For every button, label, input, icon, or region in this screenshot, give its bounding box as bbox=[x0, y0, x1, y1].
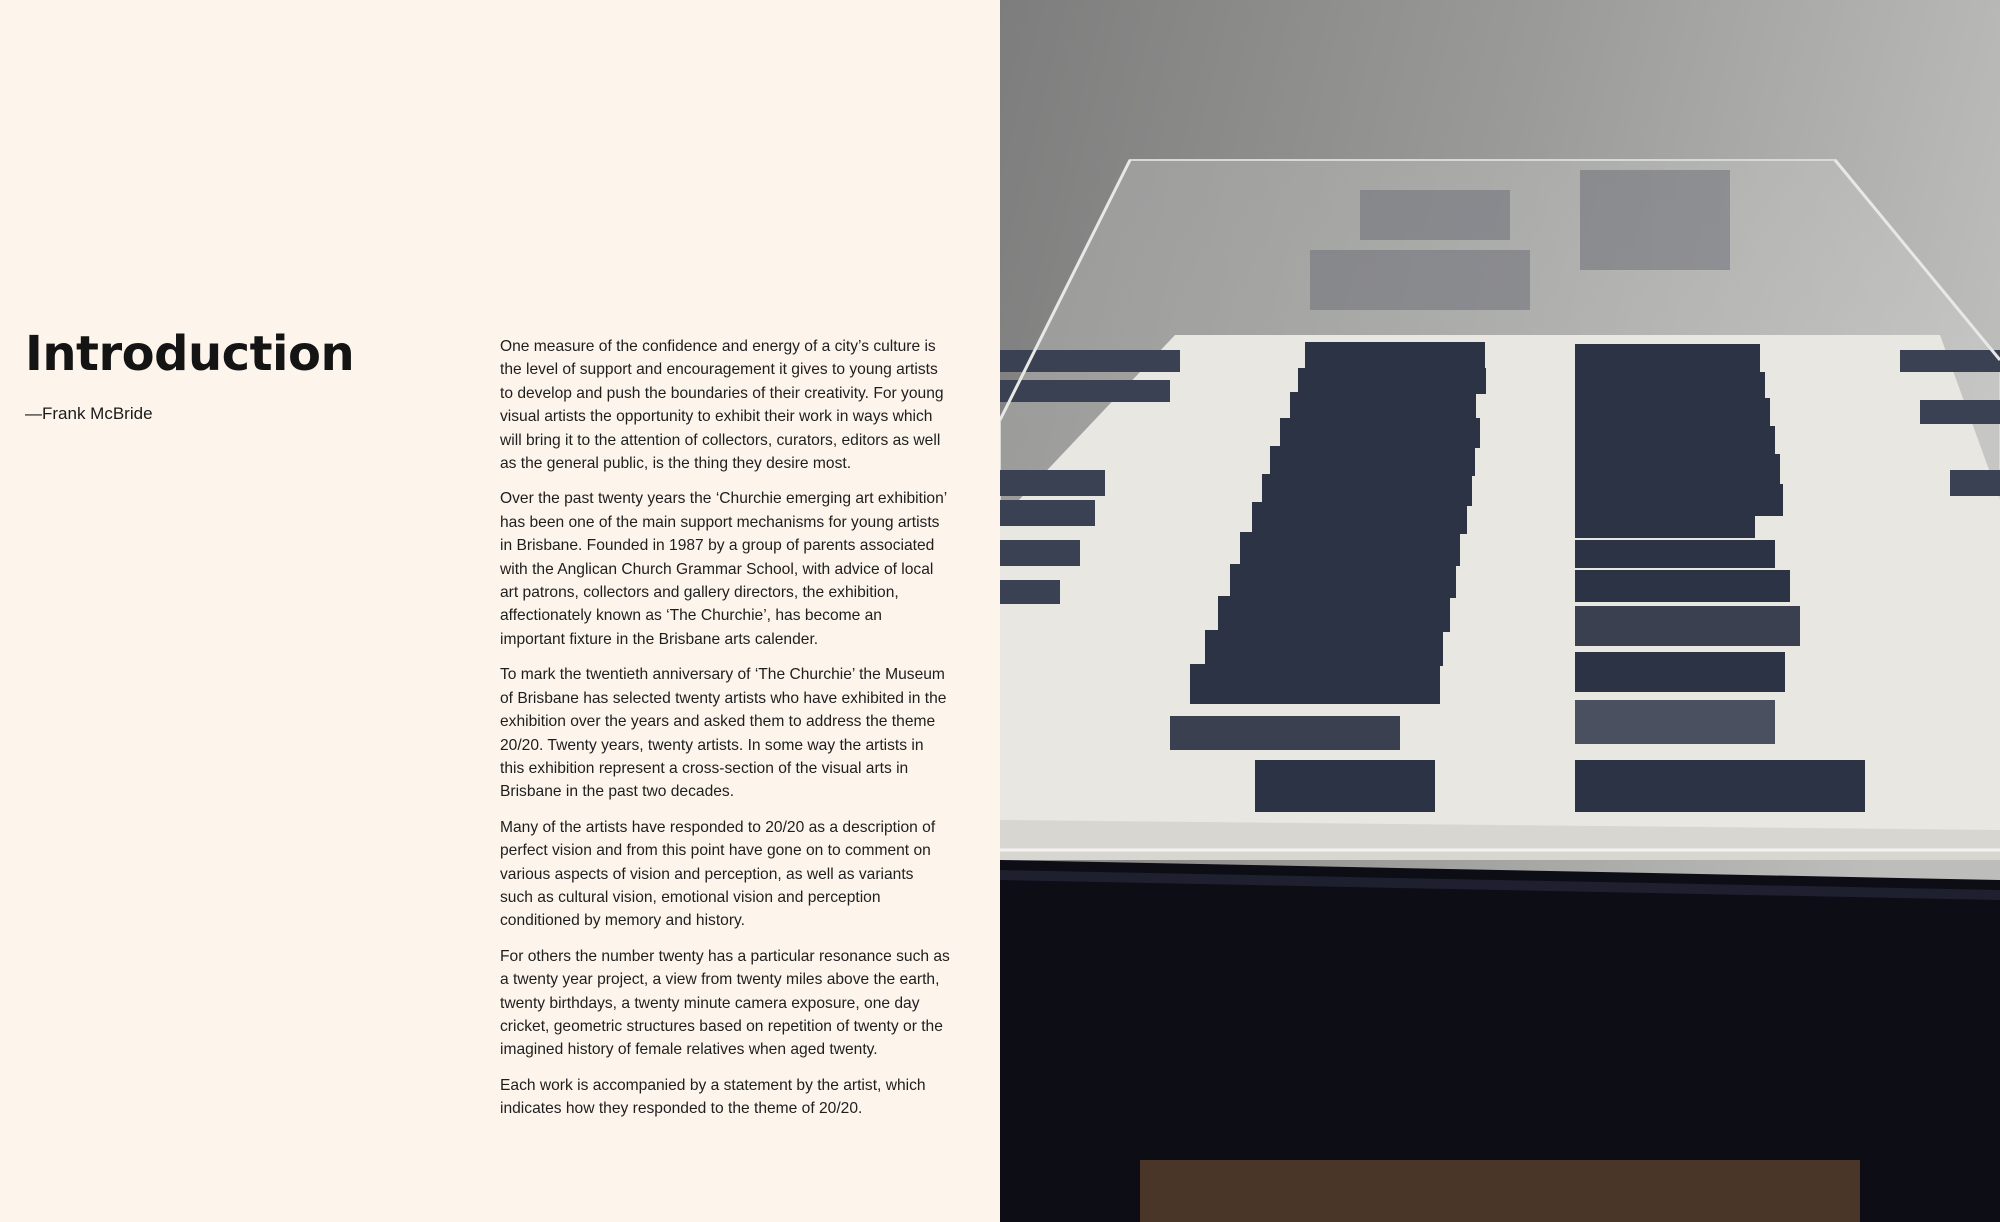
page-title: Introduction bbox=[25, 326, 355, 382]
display-case-image bbox=[1000, 0, 2000, 1222]
paragraph: For others the number twenty has a particular resonance such as a twenty year project, a view from twenty miles above the earth, twenty birthdays, a twenty minute camera exposure, one day cricket, geometric structures based on repetition of twenty or the imagined history of female relatives when aged twenty. bbox=[500, 947, 950, 1059]
paragraph: Over the past twenty years the ‘Churchie emerging art exhibition’ has been one of the main support mechanisms for young artists in Brisbane. Founded in 1987 by a group of parents associated with the Anglican Church Grammar School, with advice of local art patrons, collectors and gallery directors, the exhibition, affectionately known as ‘The Churchie’, has become an important fixture in the Brisbane arts calender. bbox=[500, 490, 947, 648]
paragraph: One measure of the confidence and energy of a city’s culture is the level of support and encouragement it gives to young artists to develop and push the boundaries of their creativity. For young visual artists the opportunity to exhibit their work in ways which will bring it to the attention of collectors, curators, editors as well as the general public, is the thing they desire most. bbox=[500, 338, 944, 473]
floor-under-cabinet bbox=[1140, 1160, 1860, 1222]
paragraph: To mark the twentieth anniversary of ‘The Churchie’ the Museum of Brisbane has selected twenty artists who have exhibited in the exhibition over the years and asked them to address the theme 20/20. Twenty years, twenty artists. In some way the artists in this exhibition represent a cross-section of the visual arts in Brisbane in the past two decades. bbox=[500, 666, 947, 801]
exhibition-photo bbox=[1000, 0, 2000, 1222]
author-byline: —Frank McBride bbox=[25, 404, 153, 423]
paragraph: Many of the artists have responded to 20/20 as a description of perfect vision and from this point have gone on to comment on various aspects of vision and perception, as well as variants such as cultural vision, emotional vision and perception conditioned by memory and history. bbox=[500, 818, 936, 930]
body-text bbox=[500, 335, 950, 1133]
paragraph: Each work is accompanied by a statement by the artist, which indicates how they responded to the theme of 20/20. bbox=[500, 1076, 926, 1118]
